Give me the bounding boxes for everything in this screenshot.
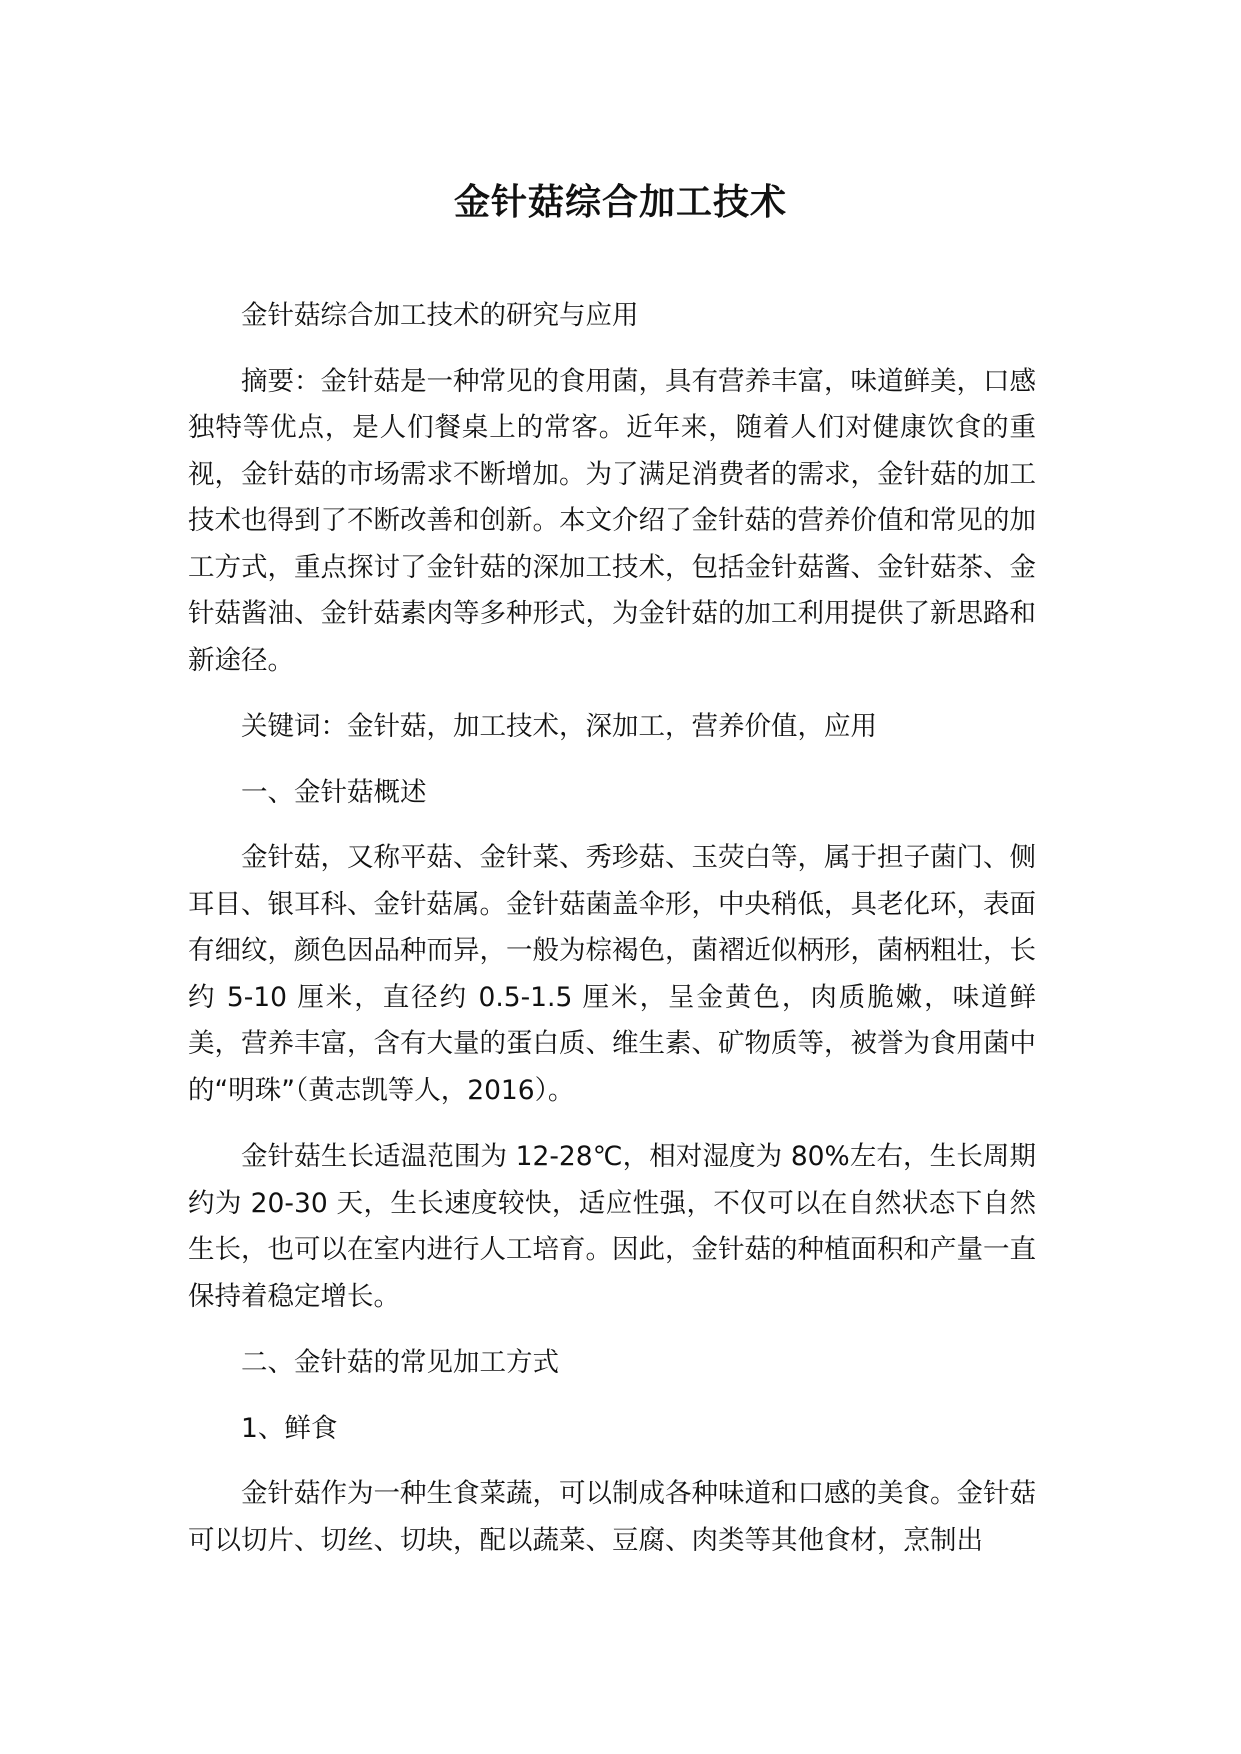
fresh-paragraph: 金针菇作为一种生食菜蔬，可以制成各种味道和口感的美食。金针菇可以切片、切丝、切块，配以蔬菜、豆腐、肉类等其他食材，烹制出 [188, 1478, 1036, 1556]
overview-paragraph-1: 金针菇，又称平菇、金针菜、秀珍菇、玉荧白等，属于担子菌门、侧耳目、银耳科、金针菇属。金针菇菌盖伞形，中央稍低，具老化环，表面有细纹，颜色因品种而异，一般为棕褐色，菌褶近似柄形，菌柄粗壮，长约 5-10 厘米，直径约 0.5-1.5 厘米，呈金黄色，肉质脆嫩，味道鲜美，营养丰富，含有大量的蛋白质、维生素、矿物质等，被誉为食用菌中的“明珠”（黄志凯等人，2016）。 [188, 842, 1036, 1106]
subsection-heading-fresh: 1、鲜食 [241, 1412, 338, 1444]
abstract-paragraph: 摘要：金针菇是一种常见的食用菌，具有营养丰富，味道鲜美，口感独特等优点，是人们餐桌上的常客。近年来，随着人们对健康饮食的重视，金针菇的市场需求不断增加。为了满足消费者的需求，金针菇的加工技术也得到了不断改善和创新。本文介绍了金针菇的营养价值和常见的加工方式，重点探讨了金针菇的深加工技术，包括金针菇酱、金针菇茶、金针菇酱油、金针菇素肉等多种形式，为金针菇的加工利用提供了新思路和新途径。 [188, 365, 1036, 676]
overview-paragraph-2: 金针菇生长适温范围为 12-28℃，相对湿度为 80%左右，生长周期约为 20-30 天，生长速度较快，适应性强，不仅可以在自然状态下自然生长，也可以在室内进行人工培育。因此，金针菇的种植面积和产量一直保持着稳定增长。 [188, 1141, 1036, 1312]
document-body [188, 293, 1036, 1584]
section-heading-processing: 二、金针菇的常见加工方式 [241, 1347, 559, 1378]
subtitle-paragraph: 金针菇综合加工技术的研究与应用 [241, 300, 639, 331]
keywords-paragraph: 关键词：金针菇，加工技术，深加工，营养价值，应用 [241, 711, 877, 742]
section-heading-overview: 一、金针菇概述 [241, 776, 427, 808]
document-title: 金针菇综合加工技术 [453, 182, 787, 223]
